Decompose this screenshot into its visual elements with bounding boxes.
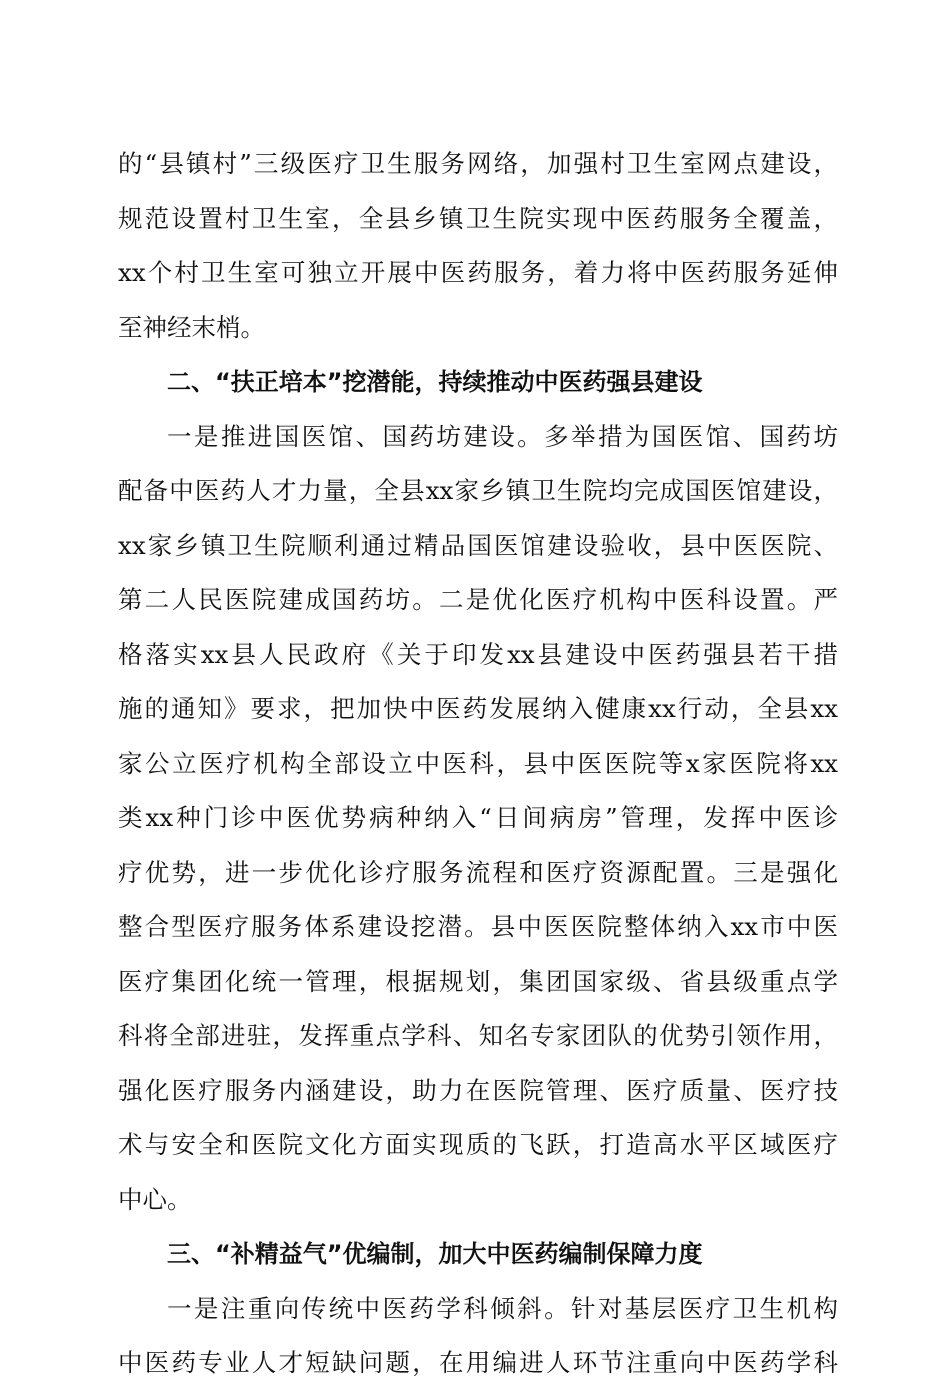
paragraph-line: 一是推进国医馆、国药坊建设。多举措为国医馆、国药坊 — [167, 421, 838, 451]
paragraph-line: 的“县镇村”三级医疗卫生服务网络，加强村卫生室网点建设， — [118, 149, 838, 178]
paragraph-line: 第二人民医院建成国药坊。二是优化医疗机构中医科设置。严 — [118, 585, 838, 614]
paragraph-line: 规范设置村卫生室，全县乡镇卫生院实现中医药服务全覆盖， — [118, 203, 838, 233]
paragraph-line: 强化医疗服务内涵建设，助力在医院管理、医疗质量、医疗技 — [118, 1075, 838, 1105]
paragraph-line: xx个村卫生室可独立开展中医药服务，着力将中医药服务延伸 — [118, 258, 838, 287]
paragraph-line: 疗优势，进一步优化诊疗服务流程和医疗资源配置。三是强化 — [118, 857, 838, 887]
paragraph-line: 整合型医疗服务体系建设挖潜。县中医医院整体纳入xx市中医 — [118, 912, 838, 941]
paragraph-line: 一是注重向传统中医药学科倾斜。针对基层医疗卫生机构 — [167, 1293, 838, 1323]
body-text — [118, 144, 838, 1398]
paragraph-line: 术与安全和医院文化方面实现质的飞跃，打造高水平区域医疗 — [118, 1130, 838, 1159]
paragraph-line: 医疗集团化统一管理，根据规划，集团国家级、省县级重点学 — [118, 966, 838, 996]
paragraph-line: 中心。 — [118, 1184, 192, 1214]
paragraph-line: 至神经末梢。 — [118, 312, 265, 342]
paragraph-line: 施的通知》要求，把加快中医药发展纳入健康xx行动，全县xx — [118, 694, 838, 723]
paragraph-line: 科将全部进驻，发挥重点学科、知名专家团队的优势引领作用， — [118, 1021, 838, 1050]
section-heading: 二、“扶正培本”挖潜能，持续推动中医药强县建设 — [167, 368, 703, 396]
paragraph-line: 类xx种门诊中医优势病种纳入“日间病房”管理，发挥中医诊 — [118, 803, 838, 832]
paragraph-line: 配备中医药人才力量，全县xx家乡镇卫生院均完成国医馆建设， — [118, 476, 838, 505]
section-heading: 三、“补精益气”优编制，加大中医药编制保障力度 — [167, 1240, 703, 1268]
paragraph-line: 中医药专业人才短缺问题，在用编进人环节注重向中医药学科 — [118, 1348, 838, 1377]
paragraph-line: 格落实xx县人民政府《关于印发xx县建设中医药强县若干措 — [118, 639, 838, 669]
paragraph-line: 家公立医疗机构全部设立中医科，县中医医院等x家医院将xx — [118, 748, 838, 778]
paragraph-line: xx家乡镇卫生院顺利通过精品国医馆建设验收，县中医医院、 — [118, 530, 838, 560]
